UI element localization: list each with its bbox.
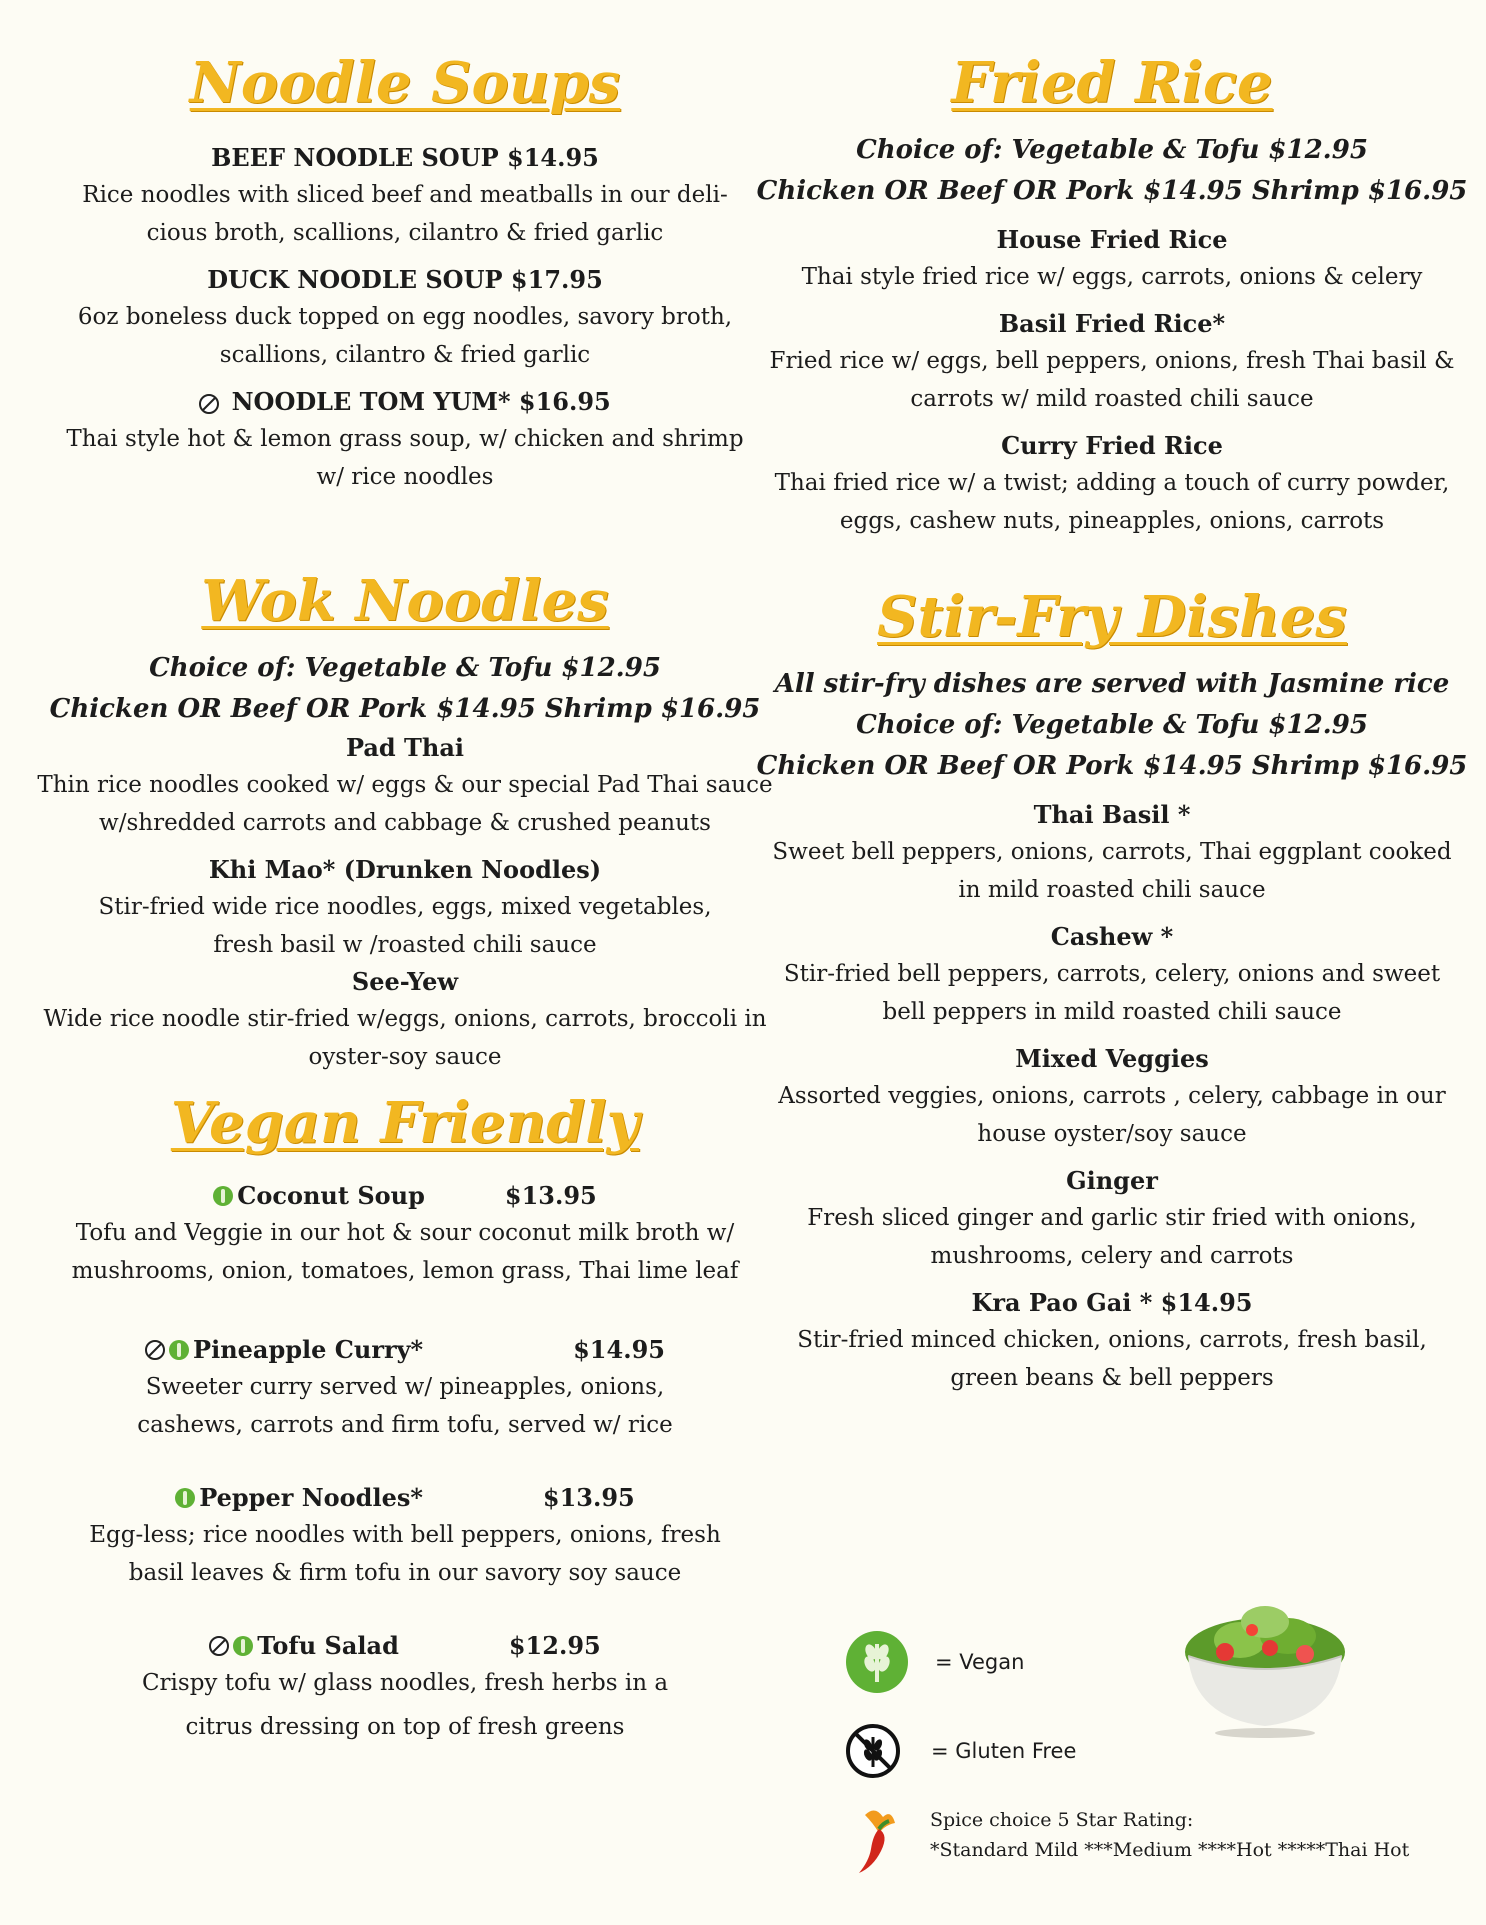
item-name: Tofu Salad [257,1631,399,1660]
menu-item [30,1628,780,1746]
menu-item [30,262,780,374]
item-desc: Tofu and Veggie in our hot & sour coconut milk broth w/ [75,1220,735,1246]
choice-line: Choice of: Vegetable & Tofu $12.95 [856,135,1368,165]
item-title: House Fried Rice [996,225,1228,254]
item-desc: bell peppers in mild roasted chili sauce [882,999,1342,1025]
item-desc: scallions, cilantro & fried garlic [219,342,591,368]
item-desc: Thai style fried rice w/ eggs, carrots, onions & celery [801,264,1423,290]
menu-item [752,1041,1472,1153]
gluten-free-icon [145,1340,165,1360]
item-title-row [30,1178,780,1214]
menu-item [752,222,1472,296]
item-title: Cashew * [1050,922,1174,951]
item-price: $13.95 [504,1181,597,1210]
item-title: Curry Fried Rice [1001,431,1223,460]
menu-item [30,1178,780,1290]
wok-noodles-heading: Wok Noodles [201,568,609,634]
spice-scale: *Standard Mild ***Medium ****Hot *****Thai Hot [930,1839,1410,1861]
spice-legend-text [930,1805,1409,1865]
item-desc: Thai fried rice w/ a twist; adding a touch of curry powder, [774,470,1450,496]
item-title-row [30,1628,780,1664]
item-desc: Assorted veggies, onions, carrots , celery, cabbage in our [778,1083,1446,1109]
menu-item [752,1285,1472,1397]
wok-noodles-section [30,568,780,1076]
item-desc: Fresh sliced ginger and garlic stir fried with onions, [807,1205,1417,1231]
item-desc: Egg-less; rice noodles with bell peppers, onions, fresh [89,1522,721,1548]
item-desc: green beans & bell peppers [950,1365,1274,1391]
right-column [752,50,1472,1397]
noodle-soups-section [30,50,780,496]
chili-pepper-icon [845,1805,905,1877]
item-desc: eggs, cashew nuts, pineapples, onions, carrots [839,508,1385,534]
legend-gluten-free-label: = Gluten Free [931,1739,1077,1763]
vegan-icon [213,1186,233,1206]
vegan-icon [169,1340,189,1360]
menu-item [752,306,1472,418]
item-desc: cious broth, scallions, cilantro & fried garlic [146,220,664,246]
item-desc: basil leaves & firm tofu in our savory soy sauce [128,1560,682,1586]
gluten-free-icon [199,394,219,414]
item-title: Thai Basil * [1033,800,1191,829]
menu-item [752,919,1472,1031]
item-name: Pepper Noodles* [199,1483,423,1512]
menu-item [752,1163,1472,1275]
item-desc: Wide rice noodle stir-fried w/eggs, onions, carrots, broccoli in [43,1006,767,1032]
item-desc: Thai style hot & lemon grass soup, w/ chicken and shrimp [66,426,744,452]
legend-gluten-free [845,1723,1076,1779]
menu-item [30,1332,780,1444]
item-title-row [30,384,780,420]
item-desc: 6oz boneless duck topped on egg noodles, savory broth, [77,304,733,330]
menu-item [30,140,780,252]
item-price: $13.95 [542,1483,635,1512]
choice-line: Chicken OR Beef OR Pork $14.95 Shrimp $16.95 [756,751,1468,781]
item-title: Ginger [1066,1166,1158,1195]
spice-title: Spice choice 5 Star Rating: [930,1809,1194,1831]
item-title: Kra Pao Gai * $14.95 [971,1288,1253,1317]
stir-fry-heading: Stir-Fry Dishes [877,584,1347,650]
item-desc: Crispy tofu w/ glass noodles, fresh herbs in a [141,1670,669,1696]
item-desc: Thin rice noodles cooked w/ eggs & our special Pad Thai sauce [37,772,773,798]
fried-rice-section [752,50,1472,540]
item-desc: Sweet bell peppers, onions, carrots, Thai eggplant cooked [772,839,1452,865]
item-desc: Rice noodles with sliced beef and meatballs in our deli- [82,182,728,208]
menu-item [30,1480,780,1592]
item-desc: Stir-fried wide rice noodles, eggs, mixed vegetables, [98,894,712,920]
item-desc: Fried rice w/ eggs, bell peppers, onions, fresh Thai basil & [769,348,1455,374]
item-desc: mushrooms, celery and carrots [930,1243,1294,1269]
noodle-soups-heading: Noodle Soups [189,50,621,116]
item-desc: carrots w/ mild roasted chili sauce [910,386,1314,412]
stir-fry-section [752,584,1472,1397]
item-title: DUCK NOODLE SOUP $17.95 [207,265,603,294]
salad-bowl-image [1170,1590,1360,1740]
menu-item [752,797,1472,909]
item-title: Khi Mao* (Drunken Noodles) [208,855,602,884]
item-price: $12.95 [508,1631,601,1660]
item-desc: w/shredded carrots and cabbage & crushed peanuts [99,810,711,836]
choice-line: All stir-fry dishes are served with Jasmine rice [774,669,1450,699]
menu-item [752,428,1472,540]
gluten-free-icon [209,1636,229,1656]
legend-vegan-label: = Vegan [935,1650,1025,1674]
choice-line: Chicken OR Beef OR Pork $14.95 Shrimp $16.95 [756,176,1468,206]
choice-line: Chicken OR Beef OR Pork $14.95 Shrimp $16.95 [49,694,761,724]
item-title: Pad Thai [345,733,465,762]
item-desc: Sweeter curry served w/ pineapples, onions, [145,1374,665,1400]
menu-item [30,852,780,964]
item-desc: house oyster/soy sauce [977,1121,1247,1147]
item-desc: Stir-fried minced chicken, onions, carrots, fresh basil, [797,1327,1427,1353]
item-title-row [30,1332,780,1368]
item-title: Basil Fried Rice* [998,309,1226,338]
item-desc: w/ rice noodles [316,464,494,490]
vegan-icon [233,1636,253,1656]
menu-item [30,964,780,1076]
choice-line: Choice of: Vegetable & Tofu $12.95 [856,710,1368,740]
vegan-icon [175,1488,195,1508]
item-desc: in mild roasted chili sauce [958,877,1266,903]
item-desc: citrus dressing on top of fresh greens [185,1714,625,1740]
legend-vegan [845,1630,1024,1694]
item-title: See-Yew [351,967,459,996]
item-name: Coconut Soup [237,1181,425,1210]
menu-item [30,384,780,496]
item-price: $14.95 [573,1335,665,1364]
item-title-row [30,1480,780,1516]
left-column [30,50,780,1746]
fried-rice-heading: Fried Rice [951,50,1273,116]
vegan-friendly-section [30,1090,780,1746]
choice-line: Choice of: Vegetable & Tofu $12.95 [149,653,661,683]
item-desc: fresh basil w /roasted chili sauce [213,932,597,958]
item-desc: oyster-soy sauce [308,1044,502,1070]
item-title: Mixed Veggies [1015,1044,1209,1073]
item-title: NOODLE TOM YUM* $16.95 [231,387,611,416]
item-desc: cashews, carrots and firm tofu, served w/ rice [137,1412,673,1438]
vegan-icon [845,1630,909,1694]
item-desc: Stir-fried bell peppers, carrots, celery, onions and sweet [783,961,1441,987]
item-desc: mushrooms, onion, tomatoes, lemon grass, Thai lime leaf [71,1258,739,1284]
vegan-friendly-heading: Vegan Friendly [170,1090,640,1156]
menu-item [30,730,780,842]
gluten-free-icon [845,1723,901,1779]
item-name: Pineapple Curry* [193,1335,424,1364]
item-title: BEEF NOODLE SOUP $14.95 [211,143,599,172]
